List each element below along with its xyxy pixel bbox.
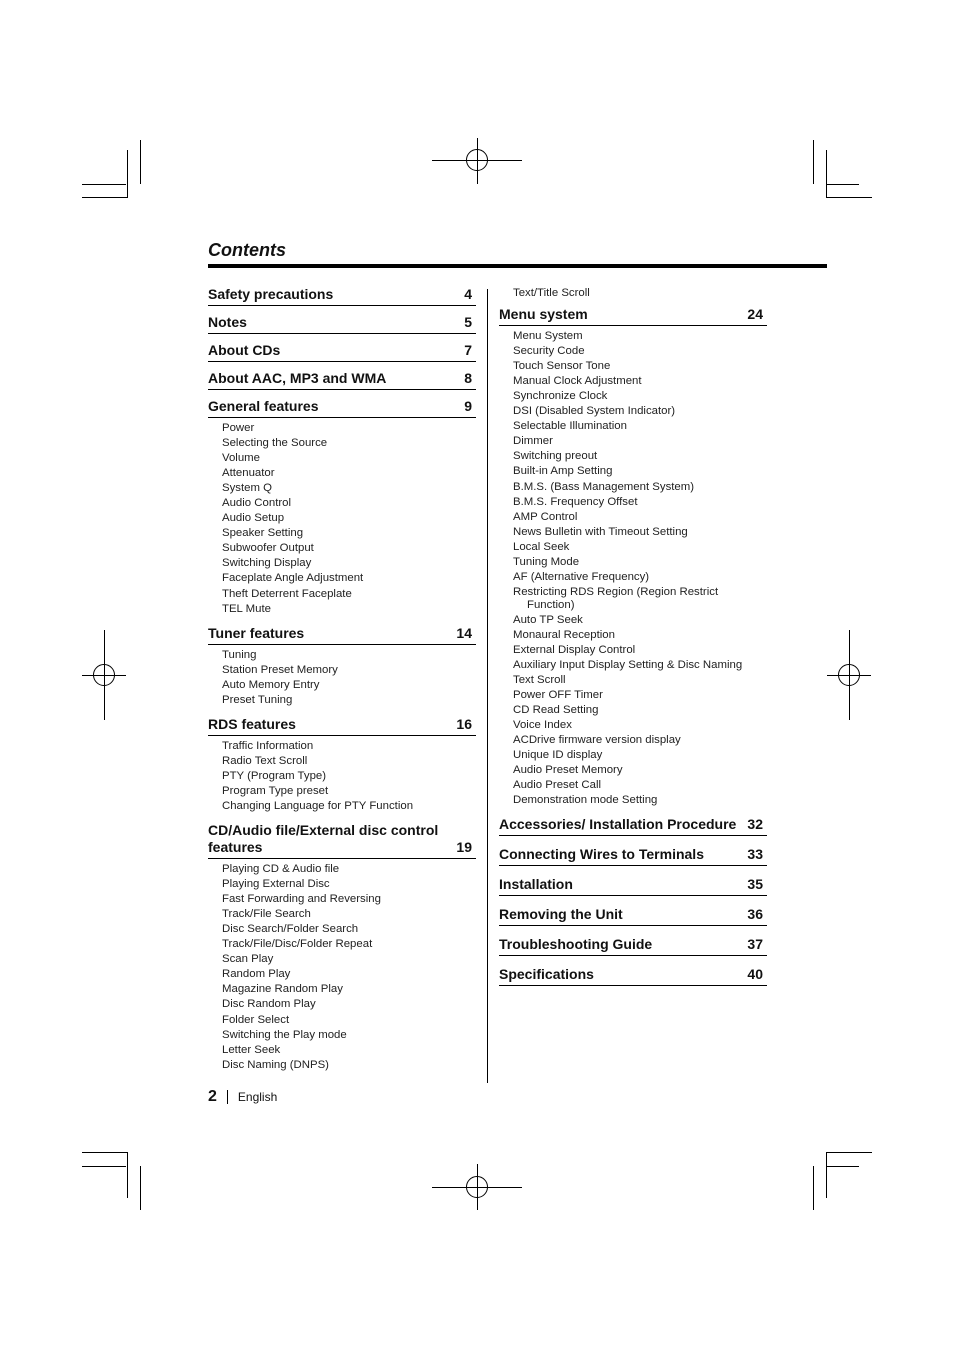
- subsection-item[interactable]: Changing Language for PTY Function: [222, 799, 414, 812]
- toc-section: [499, 876, 767, 896]
- section-title: [208, 822, 438, 856]
- toc-section: [499, 846, 767, 866]
- subsection-list: [208, 862, 476, 1073]
- section-page-number: 40: [747, 966, 763, 983]
- toc-section: [499, 936, 767, 956]
- subsection-item[interactable]: Selecting the Source: [222, 437, 328, 450]
- subsection-item[interactable]: Letter Seek: [222, 1043, 281, 1056]
- subsection-item[interactable]: Preset Tuning: [222, 693, 293, 706]
- subsection-item[interactable]: Station Preset Memory: [222, 663, 338, 676]
- section-heading[interactable]: [499, 876, 767, 896]
- section-heading[interactable]: [499, 846, 767, 866]
- section-page-number: 36: [747, 906, 763, 923]
- section-title: RDS features: [208, 715, 296, 732]
- right-column: [499, 286, 767, 996]
- section-heading[interactable]: [499, 306, 767, 326]
- section-heading[interactable]: [208, 342, 476, 362]
- subsection-item[interactable]: Switching the Play mode: [222, 1028, 347, 1041]
- subsection-item[interactable]: Speaker Setting: [222, 527, 304, 540]
- section-heading[interactable]: [208, 716, 476, 736]
- toc-section: [499, 816, 767, 836]
- section-title: Connecting Wires to Terminals: [499, 846, 704, 863]
- subsection-item[interactable]: ACDrive firmware version display: [513, 734, 681, 747]
- subsection-item[interactable]: Voice Index: [513, 719, 572, 732]
- subsection-item[interactable]: Tuning: [222, 648, 257, 661]
- page-number: 2: [208, 1088, 217, 1105]
- toc-section: [208, 286, 476, 306]
- subsection-list: [208, 421, 476, 617]
- section-page-number: 4: [464, 286, 472, 302]
- subsection-item[interactable]: CD Read Setting: [513, 704, 599, 717]
- toc-section: [208, 716, 476, 814]
- subsection-item[interactable]: AF (Alternative Frequency): [513, 570, 650, 583]
- left-column: [208, 286, 476, 1081]
- subsection-item[interactable]: External Display Control: [513, 643, 636, 656]
- toc-section: [499, 906, 767, 926]
- section-title: Specifications: [499, 966, 594, 983]
- language-label: English: [237, 1090, 278, 1104]
- section-title: Safety precautions: [208, 286, 334, 302]
- footer-divider: [227, 1090, 228, 1104]
- subsection-item[interactable]: Disc Naming (DNPS): [222, 1058, 329, 1071]
- title-rule: [208, 264, 827, 268]
- section-title: About CDs: [208, 342, 281, 358]
- subsection-item[interactable]: Tuning Mode: [513, 555, 580, 568]
- subsection-item[interactable]: Track/File/Disc/Folder Repeat: [222, 938, 373, 951]
- section-heading[interactable]: [499, 936, 767, 956]
- subsection-item[interactable]: Auxiliary Input Display Setting & Disc Naming: [513, 658, 743, 671]
- section-title: Accessories/ Installation Procedure: [499, 816, 737, 833]
- section-heading[interactable]: [499, 966, 767, 986]
- section-title: Menu system: [499, 306, 588, 323]
- subsection-item[interactable]: Touch Sensor Tone: [513, 360, 611, 373]
- subsection-item[interactable]: Synchronize Clock: [513, 390, 608, 403]
- subsection-item[interactable]: Traffic Information: [222, 739, 314, 752]
- subsection-item[interactable]: Power OFF Timer: [513, 689, 603, 702]
- section-page-number: 8: [464, 370, 472, 386]
- subsection-item[interactable]: B.M.S. (Bass Management System): [513, 480, 695, 493]
- subsection-item[interactable]: Power: [222, 422, 255, 434]
- section-heading[interactable]: [208, 398, 476, 418]
- subsection-item[interactable]: News Bulletin with Timeout Setting: [513, 525, 688, 538]
- section-heading[interactable]: [208, 625, 476, 645]
- toc-section: [208, 342, 476, 362]
- subsection-item-line: Restricting RDS Region (Region Restrict: [513, 585, 719, 598]
- toc-section: [208, 314, 476, 334]
- subsection-item[interactable]: Auto TP Seek: [513, 613, 583, 626]
- subsection-item[interactable]: PTY (Program Type): [222, 769, 327, 782]
- subsection-item[interactable]: Menu System: [513, 330, 583, 343]
- subsection-item[interactable]: Switching Display: [222, 557, 312, 570]
- section-heading[interactable]: [208, 370, 476, 390]
- section-page-number: 7: [464, 342, 472, 358]
- subsection-item[interactable]: [513, 585, 767, 613]
- subsection-item-line: Function): [527, 598, 575, 611]
- subsection-item[interactable]: Playing CD & Audio file: [222, 863, 340, 876]
- section-page-number: 19: [456, 839, 472, 856]
- subsection-item[interactable]: TEL Mute: [222, 602, 271, 615]
- subsection-item[interactable]: Manual Clock Adjustment: [513, 375, 642, 388]
- section-heading[interactable]: [208, 286, 476, 306]
- section-heading[interactable]: [208, 822, 476, 859]
- subsection-item[interactable]: Disc Search/Folder Search: [222, 923, 359, 936]
- subsection-item[interactable]: Text/Title Scroll: [513, 287, 590, 299]
- subsection-item[interactable]: Switching preout: [513, 450, 598, 463]
- subsection-item[interactable]: Fast Forwarding and Reversing: [222, 893, 381, 906]
- subsection-item[interactable]: Audio Control: [222, 497, 292, 510]
- toc-section: [208, 625, 476, 708]
- page-title: Contents: [208, 240, 286, 260]
- subsection-item[interactable]: AMP Control: [513, 510, 578, 523]
- section-page-number: 35: [747, 876, 763, 893]
- subsection-item[interactable]: Volume: [222, 452, 260, 465]
- subsection-item[interactable]: Audio Preset Call: [513, 779, 602, 792]
- subsection-item[interactable]: DSI (Disabled System Indicator): [513, 405, 676, 418]
- section-title: Troubleshooting Guide: [499, 936, 653, 953]
- toc-section: [499, 966, 767, 986]
- toc-section: [208, 398, 476, 617]
- section-heading[interactable]: [499, 816, 767, 836]
- subsection-item[interactable]: Audio Preset Memory: [513, 764, 623, 777]
- subsection-item[interactable]: Folder Select: [222, 1013, 290, 1026]
- toc-section: [208, 822, 476, 1073]
- subsection-item[interactable]: B.M.S. Frequency Offset: [513, 495, 638, 508]
- subsection-item[interactable]: Security Code: [513, 345, 585, 358]
- section-page-number: 9: [464, 398, 472, 414]
- subsection-item[interactable]: Auto Memory Entry: [222, 678, 320, 691]
- subsection-item[interactable]: Random Play: [222, 968, 291, 981]
- toc-section: [499, 306, 767, 808]
- section-title: Notes: [208, 314, 247, 330]
- subsection-list: [499, 329, 767, 808]
- section-page-number: 16: [456, 715, 472, 732]
- section-page-number: 5: [464, 314, 472, 330]
- section-page-number: 32: [747, 816, 763, 833]
- section-title-line: features: [208, 839, 263, 856]
- subsection-item[interactable]: Local Seek: [513, 540, 570, 553]
- subsection-item[interactable]: Built-in Amp Setting: [513, 465, 613, 478]
- subsection-item[interactable]: Magazine Random Play: [222, 983, 343, 996]
- subsection-item[interactable]: Disc Random Play: [222, 998, 316, 1011]
- subsection-item[interactable]: Demonstration mode Setting: [513, 794, 658, 807]
- section-title: Installation: [499, 876, 573, 893]
- subsection-item[interactable]: System Q: [222, 482, 273, 495]
- subsection-list: [208, 739, 476, 814]
- section-title: Tuner features: [208, 624, 305, 641]
- section-page-number: 24: [747, 306, 763, 323]
- subsection-item[interactable]: Unique ID display: [513, 749, 603, 762]
- subsection-item[interactable]: Text Scroll: [513, 674, 566, 687]
- continued-list: [499, 286, 767, 301]
- subsection-item[interactable]: Attenuator: [222, 467, 275, 480]
- subsection-item[interactable]: Radio Text Scroll: [222, 754, 308, 767]
- subsection-item[interactable]: Audio Setup: [222, 512, 285, 525]
- subsection-item[interactable]: Monaural Reception: [513, 628, 615, 641]
- subsection-list: [208, 648, 476, 708]
- subsection-item[interactable]: Theft Deterrent Faceplate: [222, 587, 352, 600]
- subsection-item[interactable]: Playing External Disc: [222, 878, 330, 891]
- subsection-item[interactable]: Track/File Search: [222, 908, 311, 921]
- toc-section: [208, 370, 476, 390]
- subsection-item[interactable]: Faceplate Angle Adjustment: [222, 572, 364, 585]
- section-title: About AAC, MP3 and WMA: [208, 370, 387, 386]
- column-divider: [487, 289, 488, 1083]
- subsection-item[interactable]: Program Type preset: [222, 784, 329, 797]
- subsection-item[interactable]: Subwoofer Output: [222, 542, 314, 555]
- section-title: Removing the Unit: [499, 906, 623, 923]
- section-title-line: CD/Audio file/External disc control: [208, 822, 439, 839]
- section-page-number: 37: [747, 936, 763, 953]
- subsection-item[interactable]: Selectable Illumination: [513, 420, 627, 433]
- subsection-item[interactable]: Dimmer: [513, 435, 553, 448]
- subsection-item[interactable]: Scan Play: [222, 953, 274, 966]
- section-heading[interactable]: [499, 906, 767, 926]
- page-footer: [208, 1088, 277, 1106]
- section-title: General features: [208, 398, 319, 414]
- section-page-number: 14: [456, 624, 472, 641]
- section-heading[interactable]: [208, 314, 476, 334]
- section-page-number: 33: [747, 846, 763, 863]
